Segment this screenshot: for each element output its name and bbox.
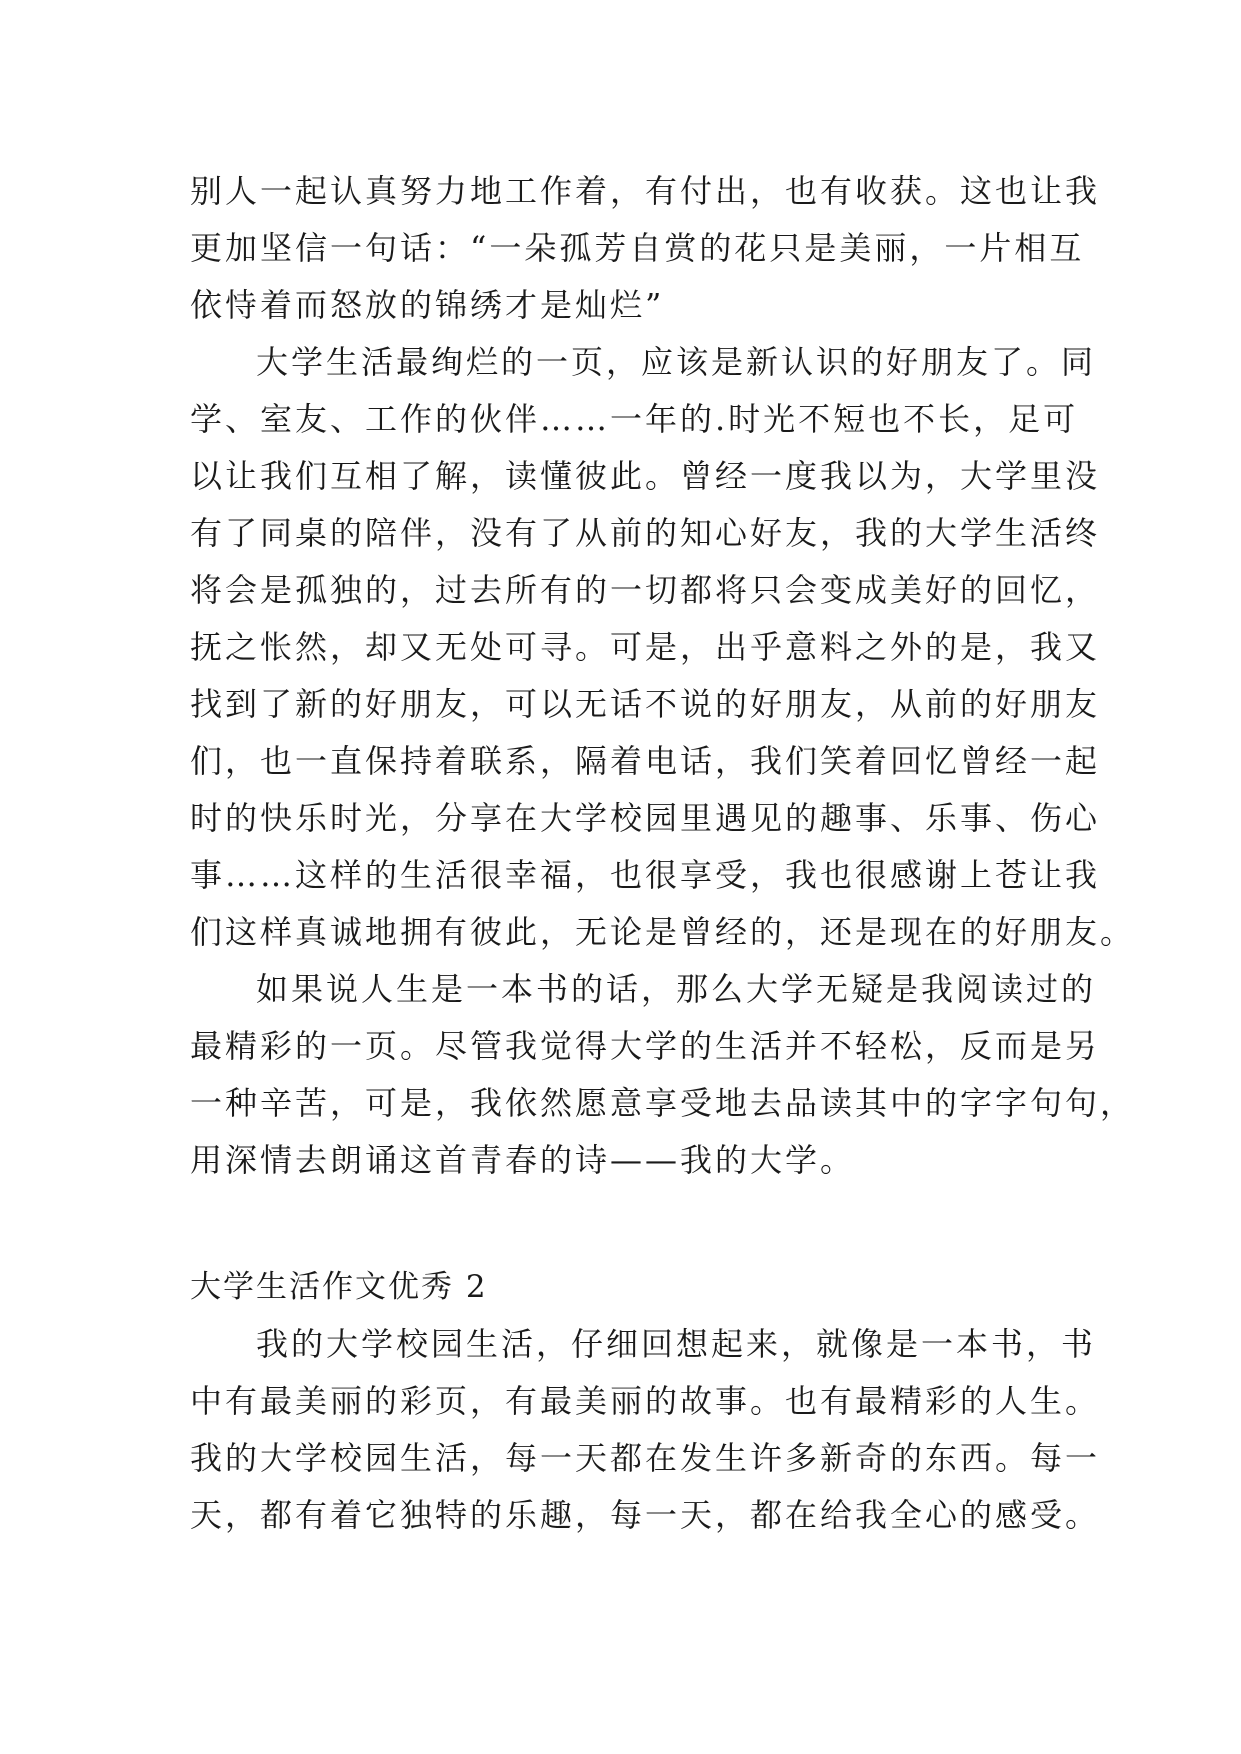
paragraph-line: 我的大学校园生活，每一天都在发生许多新奇的东西。每一 bbox=[190, 1439, 1101, 1477]
paragraph-line: 如果说人生是一本书的话，那么大学无疑是我阅读过的 bbox=[256, 970, 1097, 1008]
paragraph-line: 依恃着而怒放的锦绣才是灿烂” bbox=[190, 286, 665, 324]
paragraph-line: 更加坚信一句话：“一朵孤芳自赏的花只是美丽，一片相互 bbox=[190, 229, 1085, 267]
paragraph-line: 用深情去朗诵这首青春的诗——我的大学。 bbox=[190, 1141, 856, 1179]
paragraph-line: 们这样真诚地拥有彼此，无论是曾经的，还是现在的好朋友。 bbox=[190, 913, 1136, 951]
paragraph-line: 以让我们互相了解，读懂彼此。曾经一度我以为，大学里没 bbox=[190, 457, 1101, 495]
paragraph-line: 有了同桌的陪伴，没有了从前的知心好友，我的大学生活终 bbox=[190, 514, 1101, 552]
section-heading: 大学生活作文优秀 2 bbox=[190, 1269, 488, 1305]
paragraph-line: 中有最美丽的彩页，有最美丽的故事。也有最精彩的人生。 bbox=[190, 1382, 1101, 1420]
paragraph-line: 找到了新的好朋友，可以无话不说的好朋友，从前的好朋友 bbox=[190, 685, 1101, 723]
paragraph-line: 抚之怅然，却又无处可寻。可是，出乎意料之外的是，我又 bbox=[190, 628, 1101, 666]
paragraph-line: 天，都有着它独特的乐趣，每一天，都在给我全心的感受。 bbox=[190, 1496, 1101, 1534]
paragraph-line: 我的大学校园生活，仔细回想起来，就像是一本书，书 bbox=[256, 1325, 1097, 1363]
paragraph-line: 时的快乐时光，分享在大学校园里遇见的趣事、乐事、伤心 bbox=[190, 799, 1101, 837]
paragraph-line: 一种辛苦，可是，我依然愿意享受地去品读其中的字字句句， bbox=[190, 1084, 1136, 1122]
paragraph-line: 最精彩的一页。尽管我觉得大学的生活并不轻松，反而是另 bbox=[190, 1027, 1101, 1065]
paragraph-line: 别人一起认真努力地工作着，有付出，也有收获。这也让我 bbox=[190, 172, 1101, 210]
paragraph-line: 事……这样的生活很幸福，也很享受，我也很感谢上苍让我 bbox=[190, 856, 1101, 894]
paragraph-line: 们，也一直保持着联系，隔着电话，我们笑着回忆曾经一起 bbox=[190, 742, 1101, 780]
paragraph-line: 大学生活最绚烂的一页，应该是新认识的好朋友了。同 bbox=[256, 343, 1097, 381]
paragraph-line: 学、室友、工作的伙伴……一年的.时光不短也不长，足可 bbox=[190, 400, 1079, 438]
paragraph-line: 将会是孤独的，过去所有的一切都将只会变成美好的回忆， bbox=[190, 571, 1101, 609]
